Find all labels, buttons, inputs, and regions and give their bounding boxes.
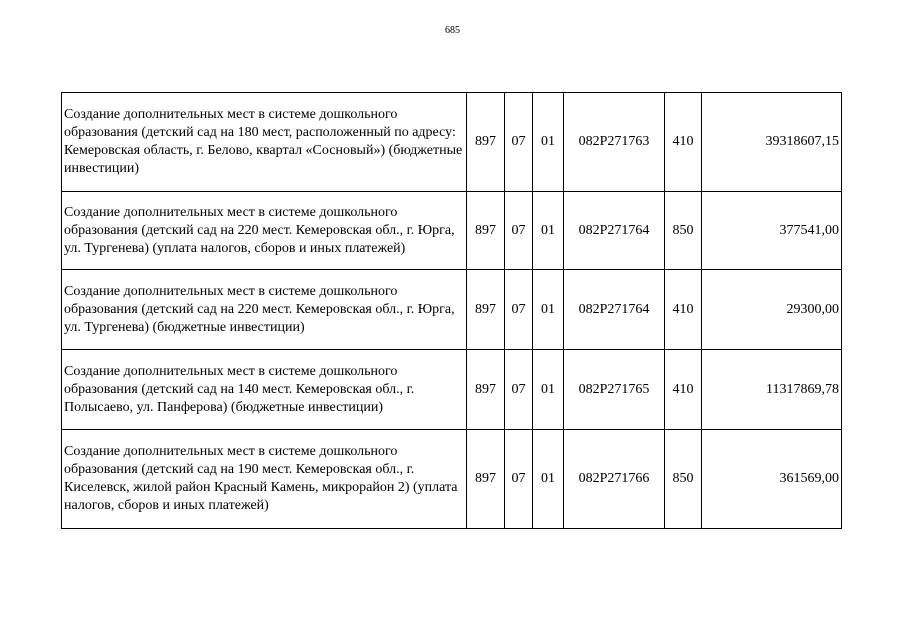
table-row	[62, 430, 842, 529]
target-article-code: 082P271763	[564, 93, 665, 192]
section-code: 07	[505, 350, 533, 430]
target-article-code: 082P271766	[564, 430, 665, 529]
expense-type-code: 410	[665, 93, 702, 192]
page-number: 685	[445, 25, 460, 36]
section-code: 07	[505, 192, 533, 270]
budget-table	[61, 92, 842, 529]
table-row	[62, 350, 842, 430]
expense-description: Создание дополнительных мест в системе дошкольного образования (детский сад на 140 мест. Кемеровская обл., г. Полысаево, ул. Панферова) (бюджетные инвестиции)	[62, 350, 467, 430]
expense-description: Создание дополнительных мест в системе дошкольного образования (детский сад на 220 мест. Кемеровская обл., г. Юрга, ул. Тургенева) (уплата налогов, сборов и иных платежей)	[62, 192, 467, 270]
amount: 361569,00	[702, 430, 842, 529]
ministry-code: 897	[467, 192, 505, 270]
subsection-code: 01	[533, 192, 564, 270]
amount: 29300,00	[702, 270, 842, 350]
expense-type-code: 410	[665, 350, 702, 430]
amount: 11317869,78	[702, 350, 842, 430]
expense-type-code: 850	[665, 192, 702, 270]
section-code: 07	[505, 270, 533, 350]
expense-description: Создание дополнительных мест в системе дошкольного образования (детский сад на 220 мест. Кемеровская обл., г. Юрга, ул. Тургенева) (бюджетные инвестиции)	[62, 270, 467, 350]
subsection-code: 01	[533, 430, 564, 529]
subsection-code: 01	[533, 270, 564, 350]
ministry-code: 897	[467, 430, 505, 529]
expense-type-code: 410	[665, 270, 702, 350]
ministry-code: 897	[467, 350, 505, 430]
section-code: 07	[505, 93, 533, 192]
amount: 377541,00	[702, 192, 842, 270]
expense-description: Создание дополнительных мест в системе дошкольного образования (детский сад на 190 мест. Кемеровская обл., г. Киселевск, жилой район Красный Камень, микрорайон 2) (уплата налогов, сборов и иных платежей)	[62, 430, 467, 529]
table-row	[62, 192, 842, 270]
table-row	[62, 93, 842, 192]
section-code: 07	[505, 430, 533, 529]
target-article-code: 082P271764	[564, 270, 665, 350]
subsection-code: 01	[533, 93, 564, 192]
table-row	[62, 270, 842, 350]
ministry-code: 897	[467, 93, 505, 192]
target-article-code: 082P271765	[564, 350, 665, 430]
target-article-code: 082P271764	[564, 192, 665, 270]
amount: 39318607,15	[702, 93, 842, 192]
ministry-code: 897	[467, 270, 505, 350]
subsection-code: 01	[533, 350, 564, 430]
expense-description: Создание дополнительных мест в системе дошкольного образования (детский сад на 180 мест, расположенный по адресу: Кемеровская область, г. Белово, квартал «Сосновый») (бюджетные инвестиции)	[62, 93, 467, 192]
expense-type-code: 850	[665, 430, 702, 529]
